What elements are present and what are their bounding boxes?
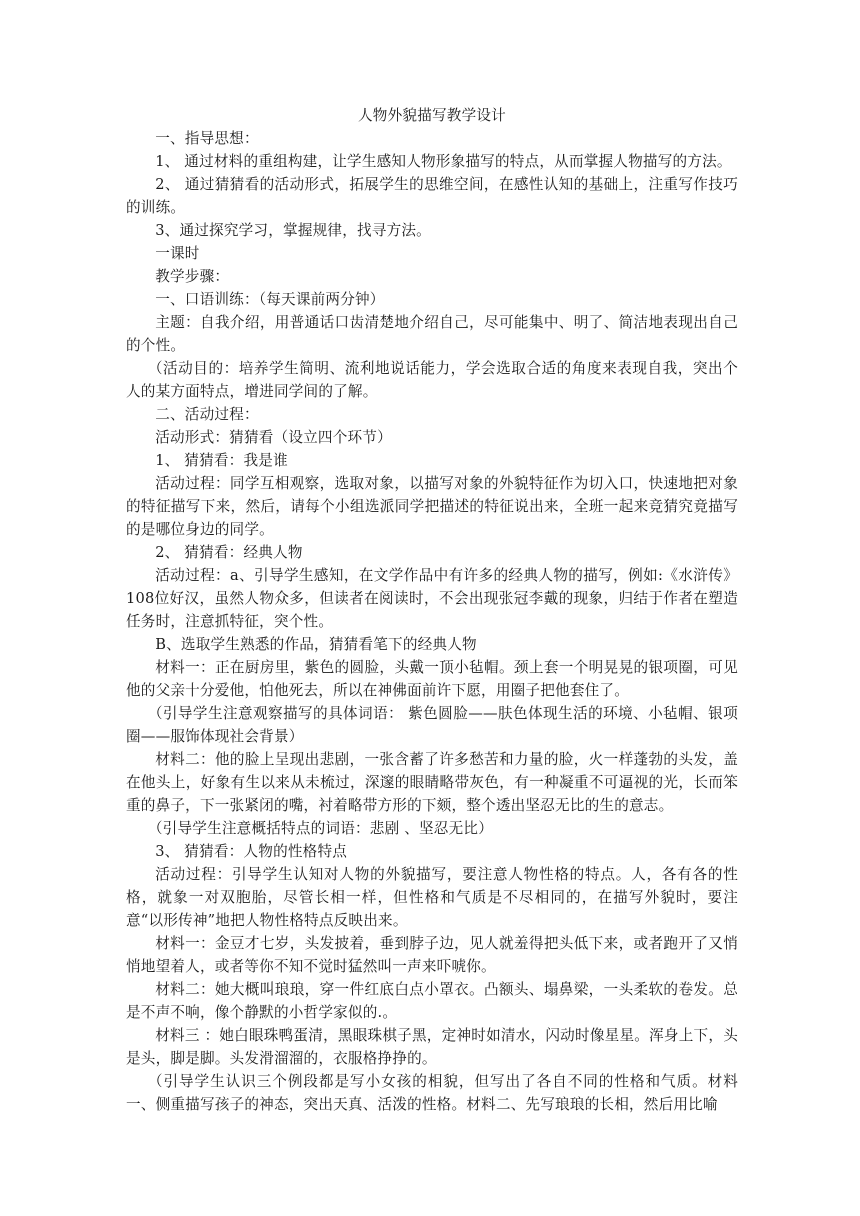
paragraph-goal-2: 2、 通过猜猜看的活动形式，拓展学生的思维空间，在感性认知的基础上，注重写作技巧的训练。 xyxy=(126,176,738,216)
paragraph-personality-process: 活动过程：引导学生认知对人物的外貌描写，要注意人物性格的特点。人，各有各的性格，就象一对双胞胎，尽管长相一样，但性格和气质是不尽相同的，在描写外貌时，要注意“以形传神”地把人物性格特点反映出来。 xyxy=(126,866,738,929)
paragraph-personality-note: （引导学生认识三个例段都是写小女孩的相貌，但写出了各自不同的性格和气质。材料一、侧重描写孩子的神态，突出天真、活泼的性格。材料二、先写琅琅的长相，然后用比喻 xyxy=(126,1073,738,1113)
paragraph-personality-material-3: 材料三 ：她白眼珠鸭蛋清，黑眼珠棋子黑，定神时如清水，闪动时像星星。浑身上下，头是头，脚是脚。头发滑溜溜的，衣服格挣挣的。 xyxy=(126,1027,738,1067)
subheading-who-am-i: 1、 猜猜看：我是谁 xyxy=(155,452,288,469)
paragraph-classic-process: 活动过程：a、引导学生感知，在文学作品中有许多的经典人物的描写，例如:《水浒传》108位好汉，虽然人物众多，但读者在阅读时，不会出现张冠李戴的现象，归结于作者在塑造任务时，注意抓特征，突个性。 xyxy=(126,567,738,630)
paragraph-personality-material-1: 材料一：金豆才七岁，头发披着，垂到脖子边，见人就羞得把头低下来，或者跑开了又悄悄地望着人，或者等你不知不觉时猛然叫一声来吓唬你。 xyxy=(126,935,738,975)
paragraph-theme: 主题：自我介绍，用普通话口齿清楚地介绍自己，尽可能集中、明了、简洁地表现出自己的个性。 xyxy=(126,314,738,354)
subheading-personality: 3、 猜猜看：人物的性格特点 xyxy=(155,843,348,860)
paragraph-class-hours: 一课时 xyxy=(155,245,200,262)
heading-guiding-ideas: 一、指导思想： xyxy=(155,130,259,147)
document-title: 人物外貌描写教学设计 xyxy=(358,107,506,124)
paragraph-material-2-note: （引导学生注意概括特点的词语：悲剧 、坚忍无比） xyxy=(147,820,493,837)
paragraph-material-1: 材料一：正在厨房里，紫色的圆脸，头戴一顶小毡帽。颈上套一个明晃晃的银项圈，可见他的父亲十分爱他，怕他死去，所以在神佛面前许下愿，用圈子把他套住了。 xyxy=(126,659,738,699)
paragraph-activity-purpose: （活动目的：培养学生简明、流利地说话能力，学会选取合适的角度来表现自我，突出个人的某方面特点，增进同学间的了解。 xyxy=(126,360,738,400)
paragraph-activity-form: 活动形式：猜猜看（设立四个环节） xyxy=(155,429,392,446)
document-body xyxy=(126,104,738,1116)
heading-oral-training: 一、口语训练：（每天课前两分钟） xyxy=(155,291,385,308)
paragraph-classic-b: B、选取学生熟悉的作品，猜猜看笔下的经典人物 xyxy=(155,636,477,653)
paragraph-material-1-note: （引导学生注意观察描写的具体词语： 紫色圆脸——肤色体现生活的环境、小毡帽、银项圈——服饰体现社会背景） xyxy=(126,705,738,745)
paragraph-personality-material-2: 材料二：她大概叫琅琅，穿一件红底白点小罩衣。凸额头、塌鼻梁，一头柔软的卷发。总是不声不响，像个静默的小哲学家似的.。 xyxy=(126,981,738,1021)
heading-activity-process: 二、活动过程： xyxy=(155,406,259,423)
paragraph-teaching-steps: 教学步骤： xyxy=(155,268,230,285)
paragraph-material-2: 材料二：他的脸上呈现出悲剧，一张含蓄了许多愁苦和力量的脸，火一样蓬勃的头发，盖在他头上，好象有生以来从未梳过，深邃的眼睛略带灰色，有一种凝重不可逼视的光，长而笨重的鼻子，下一张紧闭的嘴，衬着略带方形的下颏，整个透出坚忍无比的生的意志。 xyxy=(126,751,738,814)
paragraph-goal-3: 3、通过探究学习，掌握规律，找寻方法。 xyxy=(155,222,431,239)
subheading-classic-characters: 2、 猜猜看：经典人物 xyxy=(155,544,303,561)
paragraph-goal-1: 1、 通过材料的重组构建，让学生感知人物形象描写的特点，从而掌握人物描写的方法。 xyxy=(155,153,732,170)
paragraph-who-am-i-process: 活动过程：同学互相观察，选取对象，以描写对象的外貌特征作为切入口，快速地把对象的特征描写下来，然后，请每个小组选派同学把描述的特征说出来，全班一起来竞猜究竟描写的是哪位身边的同学。 xyxy=(126,475,738,538)
